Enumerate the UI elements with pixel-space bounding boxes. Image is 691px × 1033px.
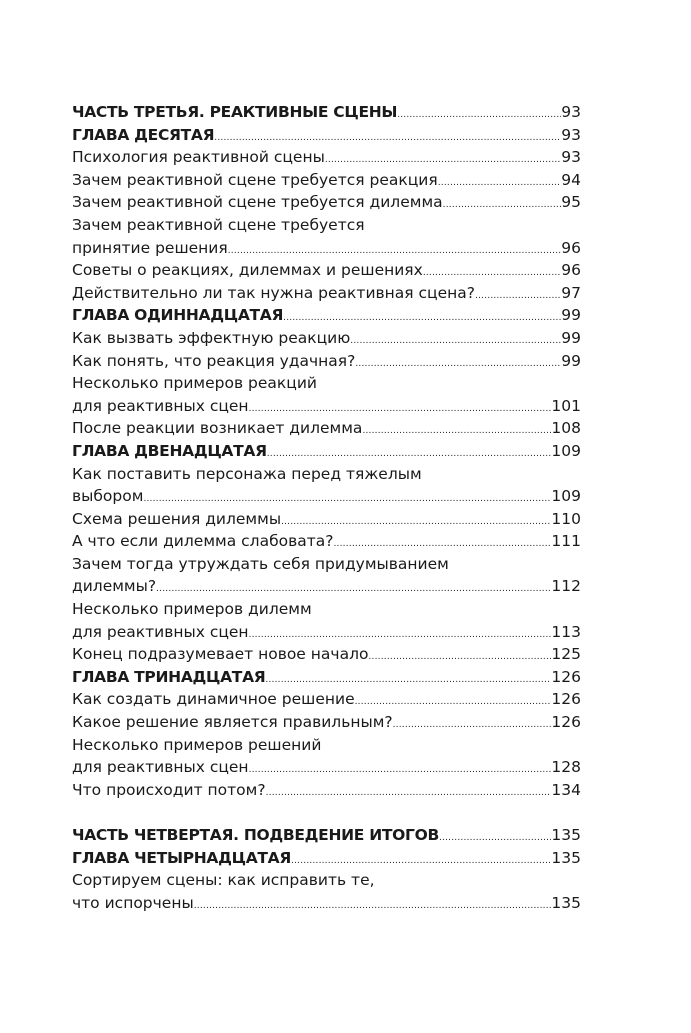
toc-chapter-heading[interactable] xyxy=(72,847,581,870)
toc-chapter-heading[interactable] xyxy=(72,124,581,147)
toc-entry[interactable] xyxy=(72,530,581,553)
toc-entry-title: для реактивных сцен xyxy=(72,758,249,777)
toc-entry-first-line[interactable] xyxy=(72,214,581,237)
toc-page-number: 93 xyxy=(561,148,581,167)
toc-page-number: 112 xyxy=(551,577,581,596)
toc-entry[interactable] xyxy=(72,508,581,531)
toc-entry[interactable] xyxy=(72,779,581,802)
toc-entry-first-line[interactable] xyxy=(72,372,581,395)
toc-entry-title-line1: Несколько примеров дилемм xyxy=(72,600,312,619)
toc-entry-title-line1: Несколько примеров реакций xyxy=(72,374,317,393)
toc-entry[interactable] xyxy=(72,191,581,214)
toc-leader-dots xyxy=(443,191,562,217)
toc-part-heading[interactable] xyxy=(72,824,581,847)
toc-entry-title-line1: Сортируем сцены: как исправить те, xyxy=(72,871,375,890)
toc-chapter-title: ГЛАВА ДВЕНАДЦАТАЯ xyxy=(72,441,267,460)
toc-chapter-heading[interactable] xyxy=(72,666,581,689)
toc-page-number: 108 xyxy=(551,419,581,438)
toc-page-number: 128 xyxy=(551,758,581,777)
toc-page-number: 125 xyxy=(551,645,581,664)
toc-page-number: 134 xyxy=(551,780,581,799)
toc-entry-title: Конец подразумевает новое начало xyxy=(72,645,369,664)
toc-entry[interactable] xyxy=(72,169,581,192)
toc-entry[interactable] xyxy=(72,621,581,644)
toc-chapter-title: ГЛАВА ДЕСЯТАЯ xyxy=(72,125,215,144)
toc-entry[interactable] xyxy=(72,688,581,711)
toc-entry[interactable] xyxy=(72,146,581,169)
toc-entry-title: выбором xyxy=(72,487,144,506)
toc-entry-title-line1: Несколько примеров решений xyxy=(72,735,322,754)
toc-page-number: 113 xyxy=(551,622,581,641)
toc-entry-first-line[interactable] xyxy=(72,553,581,576)
toc-chapter-title: ГЛАВА ЧЕТЫРНАДЦАТАЯ xyxy=(72,848,292,867)
toc-page-number: 95 xyxy=(561,193,581,212)
toc-page-number: 109 xyxy=(551,441,581,460)
toc-entry[interactable] xyxy=(72,350,581,373)
toc-entry[interactable] xyxy=(72,756,581,779)
toc-page-number: 97 xyxy=(561,283,581,302)
toc-entry-first-line[interactable] xyxy=(72,463,581,486)
toc-entry[interactable] xyxy=(72,327,581,350)
toc-page-number: 99 xyxy=(561,328,581,347)
section-spacer xyxy=(72,801,581,824)
toc-entry[interactable] xyxy=(72,395,581,418)
toc-page-number: 126 xyxy=(551,667,581,686)
toc-entry[interactable] xyxy=(72,575,581,598)
toc-leader-dots xyxy=(266,779,552,805)
toc-chapter-title: ГЛАВА ТРИНАДЦАТАЯ xyxy=(72,667,266,686)
toc-page-number: 111 xyxy=(551,532,581,551)
toc-entry-title-line1: Как поставить персонажа перед тяжелым xyxy=(72,464,422,483)
toc-entry-title: дилеммы? xyxy=(72,577,157,596)
toc-entry[interactable] xyxy=(72,485,581,508)
toc-entry-title: Зачем реактивной сцене требуется реакция xyxy=(72,170,438,189)
toc-entry-title: что испорчены xyxy=(72,893,194,912)
toc-page-number: 126 xyxy=(551,690,581,709)
toc-entry-title-line1: Зачем реактивной сцене требуется xyxy=(72,215,365,234)
toc-page-number: 96 xyxy=(561,238,581,257)
toc-entry-title: Действительно ли так нужна реактивная сцена? xyxy=(72,283,476,302)
toc-leader-dots xyxy=(355,350,561,376)
toc-page-number: 99 xyxy=(561,351,581,370)
toc-entry-first-line[interactable] xyxy=(72,869,581,892)
toc-page-number: 96 xyxy=(561,261,581,280)
toc-page-number: 93 xyxy=(561,103,581,121)
toc-part-title: ЧАСТЬ ЧЕТВЕРТАЯ. ПОДВЕДЕНИЕ ИТОГОВ xyxy=(72,826,439,844)
toc-page-number: 126 xyxy=(551,713,581,732)
toc-part-heading[interactable] xyxy=(72,101,581,124)
toc-chapter-heading[interactable] xyxy=(72,440,581,463)
toc-entry-title: для реактивных сцен xyxy=(72,622,249,641)
toc-page-number: 99 xyxy=(561,306,581,325)
toc-entry[interactable] xyxy=(72,643,581,666)
toc-page-number: 93 xyxy=(561,125,581,144)
toc-entry-title: Как понять, что реакция удачная? xyxy=(72,351,356,370)
toc-entry-title: А что если дилемма слабовата? xyxy=(72,532,334,551)
toc-entry-title: Какое решение является правильным? xyxy=(72,713,393,732)
toc-entry-title: Советы о реакциях, дилеммах и решениях xyxy=(72,261,423,280)
toc-page-number: 135 xyxy=(551,848,581,867)
toc-entry-title: Зачем реактивной сцене требуется дилемма xyxy=(72,193,443,212)
toc-chapter-heading[interactable] xyxy=(72,304,581,327)
toc-entry-title: Психология реактивной сцены xyxy=(72,148,325,167)
toc-page-number: 109 xyxy=(551,487,581,506)
toc-entry-title: Схема решения дилеммы xyxy=(72,509,282,528)
toc-page-number: 135 xyxy=(551,826,581,844)
toc-entry-title: Как создать динамичное решение xyxy=(72,690,355,709)
toc-page-number: 110 xyxy=(551,509,581,528)
toc-entry-title-line1: Зачем тогда утруждать себя придумыванием xyxy=(72,554,449,573)
toc-entry[interactable] xyxy=(72,259,581,282)
toc-page-number: 101 xyxy=(551,396,581,415)
table-of-contents xyxy=(72,101,581,914)
toc-leader-dots xyxy=(194,892,552,918)
toc-entry-first-line[interactable] xyxy=(72,598,581,621)
toc-entry[interactable] xyxy=(72,417,581,440)
toc-chapter-title: ГЛАВА ОДИННАДЦАТАЯ xyxy=(72,306,284,325)
toc-entry[interactable] xyxy=(72,237,581,260)
toc-page-number: 94 xyxy=(561,170,581,189)
toc-entry-title: для реактивных сцен xyxy=(72,396,249,415)
toc-entry[interactable] xyxy=(72,282,581,305)
toc-page-number: 135 xyxy=(551,893,581,912)
toc-entry[interactable] xyxy=(72,711,581,734)
toc-entry-title: Как вызвать эффектную реакцию xyxy=(72,328,351,347)
toc-entry-title: принятие решения xyxy=(72,238,228,257)
toc-entry[interactable] xyxy=(72,892,581,915)
toc-part-title: ЧАСТЬ ТРЕТЬЯ. РЕАКТИВНЫЕ СЦЕНЫ xyxy=(72,103,398,121)
toc-entry-title: После реакции возникает дилемма xyxy=(72,419,363,438)
toc-entry-title: Что происходит потом? xyxy=(72,780,266,799)
toc-leader-dots xyxy=(393,711,552,737)
toc-entry-first-line[interactable] xyxy=(72,734,581,757)
